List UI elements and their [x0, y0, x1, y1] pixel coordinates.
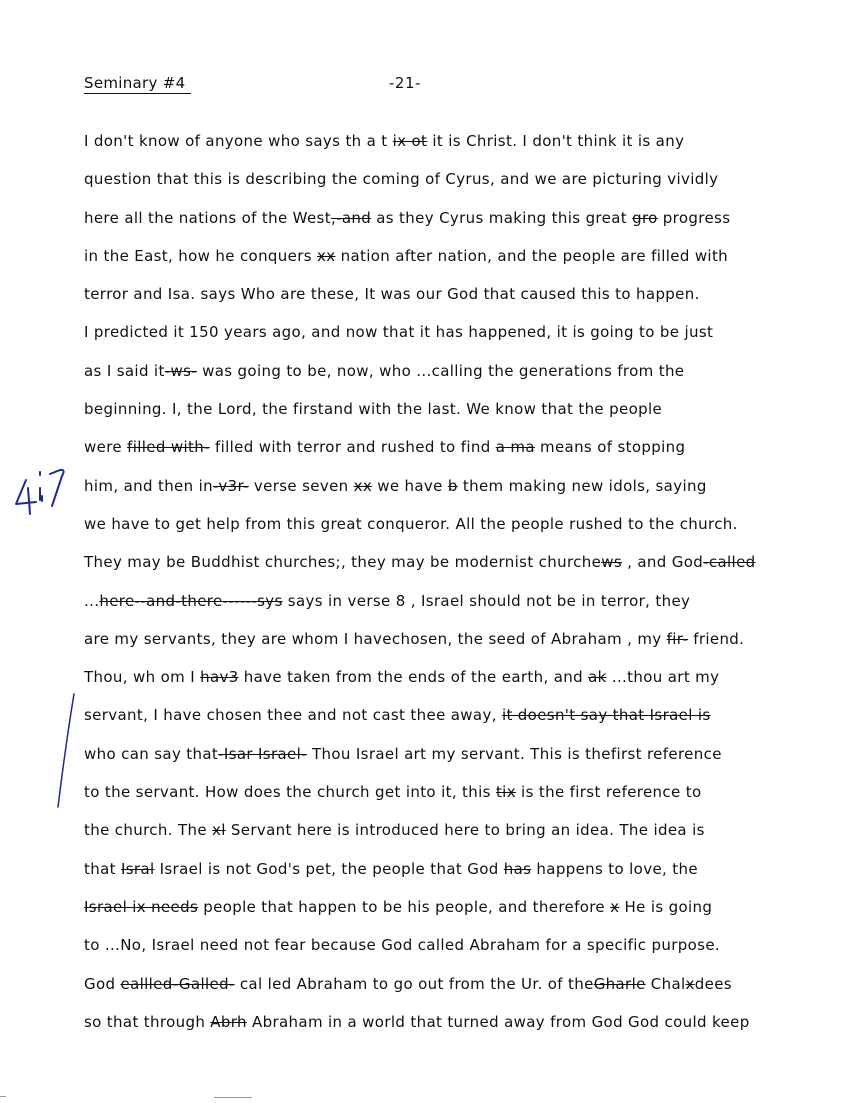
struck-out-text: tix [495, 783, 516, 802]
text-segment: who can say that [84, 744, 219, 763]
struck-out-text: ws [601, 553, 623, 572]
struck-out-text: Gharle [593, 974, 646, 993]
margin-bracket-icon [56, 692, 76, 812]
seminar-title: Seminary #4 [84, 74, 186, 92]
struck-out-text: -ws- [164, 361, 197, 380]
text-line [84, 589, 784, 627]
struck-out-text: -Isar Israel- [218, 744, 307, 763]
struck-out-text: ak [588, 668, 607, 687]
footer-rule [214, 1097, 252, 1098]
struck-out-text: has [503, 859, 532, 878]
text-segment: beginning. I, the Lord, the firstand with the last. We know that the people [84, 400, 663, 419]
text-line [84, 512, 784, 550]
page-number: -21- [389, 74, 421, 92]
text-segment: here all the nations of the West [84, 208, 331, 227]
text-segment: Abraham in a world that turned away from God God could keep [246, 1012, 750, 1031]
text-line [84, 244, 784, 282]
struck-out-text: here--and-there------sys [99, 591, 283, 610]
text-segment: Servant here is introduced here to bring an idea. The idea is [225, 821, 705, 840]
text-segment: were [84, 438, 128, 457]
text-line [84, 474, 784, 512]
text-segment: to the servant. How does the church get into it, this [84, 783, 496, 802]
struck-out-text: Abrh [210, 1012, 247, 1031]
handwritten-verse-reference [12, 462, 72, 522]
handwritten-margin-line [56, 692, 76, 816]
text-line [84, 780, 784, 818]
struck-out-text: filled with- [127, 438, 210, 457]
struck-out-text: x [685, 974, 695, 993]
text-segment: terror and Isa. says Who are these, It was our God that caused this to happen. [84, 285, 700, 304]
heading-underline [84, 93, 191, 94]
struck-out-text: gro [632, 208, 658, 227]
text-segment: is the first reference to [515, 783, 702, 802]
text-segment: says in verse 8 , Israel should not be in terror, they [282, 591, 691, 610]
text-segment: They may be Buddhist churches;, they may be modernist churche [84, 553, 602, 572]
text-line [84, 933, 784, 971]
text-segment: him, and then in [84, 476, 213, 495]
text-segment: means of stopping [534, 438, 686, 457]
text-segment: filled with terror and rushed to find [209, 438, 496, 457]
text-segment: them making new idols, saying [457, 476, 707, 495]
text-segment: that [84, 859, 121, 878]
struck-out-text: xl [212, 821, 226, 840]
text-segment: God [84, 974, 121, 993]
text-segment: friend. [688, 629, 745, 648]
text-segment: people that happen to be his people, and therefore [198, 897, 611, 916]
text-segment: progress [657, 208, 731, 227]
struck-out-text: xx [317, 246, 336, 265]
text-segment: as they Cyrus making this great [371, 208, 633, 227]
text-segment: we have [372, 476, 448, 495]
text-line [84, 857, 784, 895]
struck-out-text: a ma [495, 438, 535, 457]
text-segment: in the East, how he conquers [84, 246, 318, 265]
text-line [84, 742, 784, 780]
text-line [84, 895, 784, 933]
text-line [84, 167, 784, 205]
text-line [84, 1010, 784, 1048]
text-line [84, 282, 784, 320]
text-segment: the church. The [84, 821, 213, 840]
text-segment: servant, I have chosen thee and not cast thee away, [84, 706, 502, 725]
text-segment: have taken from the ends of the earth, and [238, 668, 589, 687]
text-line [84, 206, 784, 244]
text-segment: Thou Israel art my servant. This is thefirst reference [306, 744, 722, 763]
text-segment: ...thou art my [606, 668, 720, 687]
struck-out-text: eallled-Galled- [120, 974, 235, 993]
text-segment: Thou, wh om I [84, 668, 201, 687]
text-segment: as I said it [84, 361, 165, 380]
struck-out-text: fir- [666, 629, 689, 648]
text-segment: Chal [645, 974, 686, 993]
handwritten-margin-note [12, 462, 72, 526]
text-segment: are my servants, they are whom I havechosen, the seed of Abraham , my [84, 629, 667, 648]
text-segment: dees [694, 974, 732, 993]
text-line [84, 818, 784, 856]
text-segment: verse seven [248, 476, 354, 495]
text-segment: we have to get help from this great conqueror. All the people rushed to the church. [84, 514, 738, 533]
struck-out-text: -called [703, 553, 756, 572]
text-segment: ... [84, 591, 100, 610]
struck-out-text: it doesn't say that Israel is [501, 706, 711, 725]
text-segment: so that through [84, 1012, 211, 1031]
text-line [84, 435, 784, 473]
text-segment: Israel is not God's pet, the people that God [154, 859, 504, 878]
struck-out-text: ,-and [330, 208, 372, 227]
text-line [84, 320, 784, 358]
text-segment: cal led Abraham to go out from the Ur. of the [234, 974, 594, 993]
text-line [84, 397, 784, 435]
text-segment: to ...No, Israel need not fear because God called Abraham for a specific purpose. [84, 936, 721, 955]
struck-out-text: hav3 [200, 668, 239, 687]
text-segment: it is Christ. I don't think it is any [427, 132, 685, 150]
text-line [84, 359, 784, 397]
text-segment: was going to be, now, who ...calling the generations from the [197, 361, 685, 380]
struck-out-text: xx [353, 476, 373, 495]
text-segment: question that this is describing the coming of Cyrus, and we are picturing vividly [84, 170, 719, 189]
text-segment: happens to love, the [531, 859, 698, 878]
struck-out-text: Israel ix needs [84, 897, 199, 916]
struck-out-text: Isral [120, 859, 155, 878]
text-line [84, 972, 784, 1010]
seminar-heading [84, 74, 185, 92]
text-segment: He is going [619, 897, 713, 916]
struck-out-text: ix ot [392, 132, 428, 150]
struck-out-text: -v3r- [212, 476, 249, 495]
struck-out-text: b [447, 476, 458, 495]
text-line [84, 627, 784, 665]
text-segment: I don't know of anyone who says th a t [84, 132, 393, 150]
text-line [84, 703, 784, 741]
struck-out-text: x [610, 897, 620, 916]
corner-rule [0, 1096, 6, 1097]
text-segment: I predicted it 150 years ago, and now that it has happened, it is going to be just [84, 323, 714, 342]
text-line [84, 665, 784, 703]
text-line [84, 129, 784, 167]
text-segment: nation after nation, and the people are filled with [335, 246, 729, 265]
transcript-body [84, 129, 784, 1048]
text-line [84, 550, 784, 588]
text-segment: , and God [622, 553, 704, 572]
